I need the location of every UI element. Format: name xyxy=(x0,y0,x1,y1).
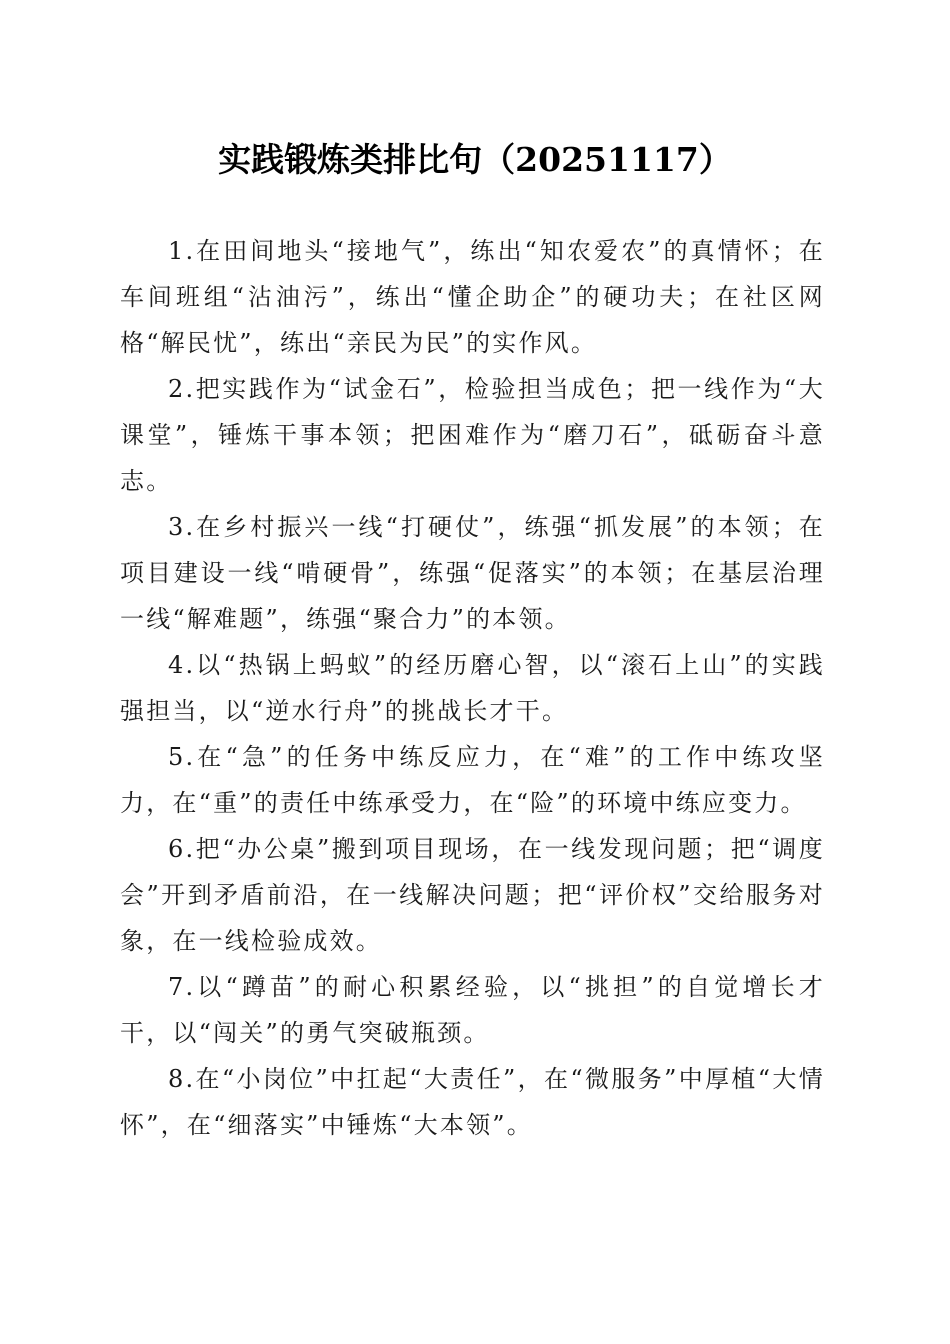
document-title: 实践锻炼类排比句（20251117） xyxy=(218,140,732,179)
paragraph-7: 7.以“蹲苗”的耐心积累经验，以“挑担”的自觉增长才干，以“闯关”的勇气突破瓶颈。 xyxy=(120,973,825,1047)
paragraph-1: 1.在田间地头“接地气”，练出“知农爱农”的真情怀；在车间班组“沾油污”，练出“懂企助企”的硬功夫；在社区网格“解民忧”，练出“亲民为民”的实作风。 xyxy=(120,237,825,357)
paragraph-6: 6.把“办公桌”搬到项目现场，在一线发现问题；把“调度会”开到矛盾前沿，在一线解决问题；把“评价权”交给服务对象，在一线检验成效。 xyxy=(120,835,825,955)
paragraph-8: 8.在“小岗位”中扛起“大责任”，在“微服务”中厚植“大情怀”，在“细落实”中锤炼“大本领”。 xyxy=(120,1065,825,1139)
document-body xyxy=(120,228,825,1148)
paragraph-2: 2.把实践作为“试金石”，检验担当成色；把一线作为“大课堂”，锤炼干事本领；把困难作为“磨刀石”，砥砺奋斗意志。 xyxy=(120,375,825,495)
paragraph-4: 4.以“热锅上蚂蚁”的经历磨心智，以“滚石上山”的实践强担当，以“逆水行舟”的挑战长才干。 xyxy=(120,651,825,725)
paragraph-3: 3.在乡村振兴一线“打硬仗”，练强“抓发展”的本领；在项目建设一线“啃硬骨”，练强“促落实”的本领；在基层治理一线“解难题”，练强“聚合力”的本领。 xyxy=(120,513,825,633)
paragraph-5: 5.在“急”的任务中练反应力，在“难”的工作中练攻坚力，在“重”的责任中练承受力，在“险”的环境中练应变力。 xyxy=(120,743,825,817)
